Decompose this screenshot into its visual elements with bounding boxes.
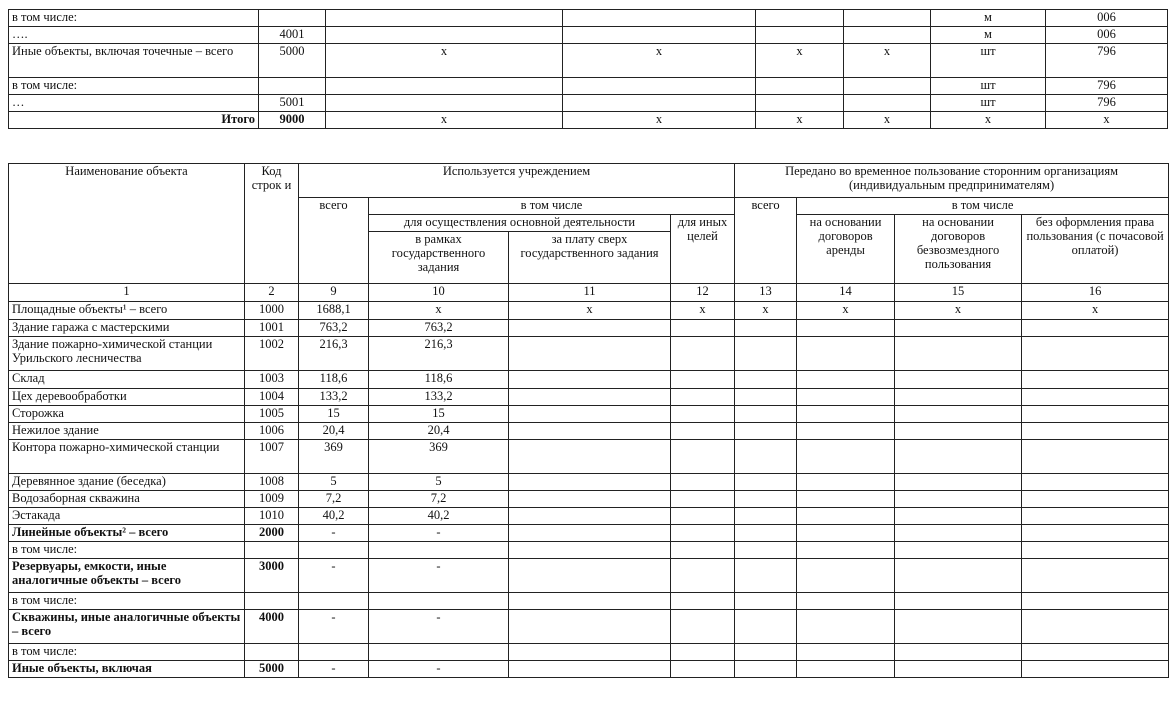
cell (844, 95, 931, 112)
value-11 (509, 337, 671, 371)
col-number: 13 (735, 284, 797, 302)
object-name: Иные объекты, включая (9, 661, 245, 678)
value-16 (1022, 337, 1169, 371)
value-13 (735, 423, 797, 440)
cell: х (563, 44, 756, 78)
value-10: 5 (369, 474, 509, 491)
col-number: 16 (1022, 284, 1169, 302)
table-row (9, 440, 1169, 474)
value-10 (369, 644, 509, 661)
value-9 (299, 593, 369, 610)
okei-code: х (1046, 112, 1168, 129)
value-13 (735, 320, 797, 337)
value-12 (671, 423, 735, 440)
header-paid: за плату сверх государственного задания (509, 232, 671, 284)
cell: х (756, 112, 844, 129)
unit: х (931, 112, 1046, 129)
value-16 (1022, 491, 1169, 508)
value-9 (299, 542, 369, 559)
value-15 (895, 542, 1022, 559)
value-12 (671, 389, 735, 406)
value-12 (671, 491, 735, 508)
value-16 (1022, 320, 1169, 337)
value-10: - (369, 661, 509, 678)
value-14 (797, 661, 895, 678)
value-9: 1688,1 (299, 302, 369, 320)
value-16 (1022, 406, 1169, 423)
value-14 (797, 508, 895, 525)
object-name: Эстакада (9, 508, 245, 525)
value-10: - (369, 610, 509, 644)
object-name: Здание пожарно-химической станции Урильского лесничества (9, 337, 245, 371)
value-11: х (509, 302, 671, 320)
value-13 (735, 508, 797, 525)
object-name: Площадные объекты¹ – всего (9, 302, 245, 320)
value-11 (509, 491, 671, 508)
col-number: 9 (299, 284, 369, 302)
value-11 (509, 525, 671, 542)
row-code (259, 78, 326, 95)
unit: шт (931, 44, 1046, 78)
value-15 (895, 525, 1022, 542)
value-9: 40,2 (299, 508, 369, 525)
value-15 (895, 371, 1022, 389)
header-used: Используется учреждением (299, 164, 735, 198)
value-15 (895, 508, 1022, 525)
header-total-used: всего (299, 198, 369, 284)
row-code: 9000 (259, 112, 326, 129)
value-10: 20,4 (369, 423, 509, 440)
value-15 (895, 610, 1022, 644)
value-11 (509, 542, 671, 559)
value-16 (1022, 389, 1169, 406)
header-free-use: на основании договоров безвозмездного пользования (895, 215, 1022, 284)
object-name: …. (9, 27, 259, 44)
row-code: 4000 (245, 610, 299, 644)
col-number: 11 (509, 284, 671, 302)
okei-code: 796 (1046, 78, 1168, 95)
value-10: 763,2 (369, 320, 509, 337)
value-14 (797, 542, 895, 559)
value-16 (1022, 542, 1169, 559)
value-14 (797, 440, 895, 474)
header-incl-used: в том числе (369, 198, 735, 215)
value-10: 133,2 (369, 389, 509, 406)
value-16 (1022, 593, 1169, 610)
value-9: 15 (299, 406, 369, 423)
object-name: Контора пожарно-химической станции (9, 440, 245, 474)
table-row (9, 593, 1169, 610)
value-14 (797, 389, 895, 406)
header-lease: на основании договоров аренды (797, 215, 895, 284)
value-16 (1022, 423, 1169, 440)
value-11 (509, 440, 671, 474)
value-9: 133,2 (299, 389, 369, 406)
value-13 (735, 593, 797, 610)
table-row (9, 644, 1169, 661)
value-11 (509, 610, 671, 644)
col-number: 1 (9, 284, 245, 302)
cell: х (844, 44, 931, 78)
value-14: х (797, 302, 895, 320)
row-code: 1007 (245, 440, 299, 474)
value-16 (1022, 610, 1169, 644)
row-code: 5000 (259, 44, 326, 78)
cell: х (326, 112, 563, 129)
table-row (9, 474, 1169, 491)
unit: шт (931, 78, 1046, 95)
table-row (9, 542, 1169, 559)
header-transferred: Передано во временное пользование сторонним организациям (индивидуальным предпринимателям) (735, 164, 1169, 198)
value-12 (671, 593, 735, 610)
value-11 (509, 593, 671, 610)
value-13 (735, 440, 797, 474)
top-table (8, 9, 1168, 129)
value-13 (735, 389, 797, 406)
value-12 (671, 474, 735, 491)
table-row (9, 406, 1169, 423)
value-16 (1022, 644, 1169, 661)
object-name: в том числе: (9, 10, 259, 27)
value-14 (797, 337, 895, 371)
table-row (9, 389, 1169, 406)
value-12 (671, 644, 735, 661)
object-name: Деревянное здание (беседка) (9, 474, 245, 491)
header-main-activity: для осуществления основной деятельности (369, 215, 671, 232)
value-11 (509, 559, 671, 593)
value-9 (299, 644, 369, 661)
value-16 (1022, 474, 1169, 491)
value-10 (369, 593, 509, 610)
row-code (245, 593, 299, 610)
row-code: 1008 (245, 474, 299, 491)
value-14 (797, 406, 895, 423)
value-15 (895, 593, 1022, 610)
object-name: в том числе: (9, 644, 245, 661)
col-number: 10 (369, 284, 509, 302)
value-12 (671, 406, 735, 423)
cell (756, 95, 844, 112)
value-13: х (735, 302, 797, 320)
table-row (9, 661, 1169, 678)
value-9: 369 (299, 440, 369, 474)
value-11 (509, 661, 671, 678)
okei-code: 796 (1046, 95, 1168, 112)
value-9: 7,2 (299, 491, 369, 508)
row-code: 1002 (245, 337, 299, 371)
cell (563, 78, 756, 95)
value-11 (509, 644, 671, 661)
table-row (9, 78, 1168, 95)
row-code: 4001 (259, 27, 326, 44)
value-10: 40,2 (369, 508, 509, 525)
value-9: - (299, 661, 369, 678)
value-15 (895, 644, 1022, 661)
value-16 (1022, 661, 1169, 678)
value-16 (1022, 559, 1169, 593)
value-12 (671, 542, 735, 559)
okei-code: 796 (1046, 44, 1168, 78)
value-14 (797, 593, 895, 610)
header-code: Код строк и (245, 164, 299, 284)
value-16 (1022, 525, 1169, 542)
value-10 (369, 542, 509, 559)
col-number: 15 (895, 284, 1022, 302)
cell (326, 95, 563, 112)
unit: шт (931, 95, 1046, 112)
value-13 (735, 491, 797, 508)
value-10: х (369, 302, 509, 320)
table-row (9, 10, 1168, 27)
cell (326, 10, 563, 27)
main-table (8, 163, 1169, 678)
table-row (9, 337, 1169, 371)
table-row (9, 610, 1169, 644)
value-12 (671, 337, 735, 371)
value-9: 118,6 (299, 371, 369, 389)
value-10: 369 (369, 440, 509, 474)
value-11 (509, 474, 671, 491)
value-12 (671, 508, 735, 525)
row-code: 1005 (245, 406, 299, 423)
value-14 (797, 474, 895, 491)
object-name: Здание гаража с мастерскими (9, 320, 245, 337)
cell (326, 27, 563, 44)
table-row (9, 44, 1168, 78)
cell (563, 95, 756, 112)
value-15 (895, 474, 1022, 491)
row-code: 1000 (245, 302, 299, 320)
column-numbers-row (9, 284, 1169, 302)
value-10: 15 (369, 406, 509, 423)
object-name: Резервуары, емкости, иные аналогичные объекты – всего (9, 559, 245, 593)
value-13 (735, 542, 797, 559)
value-16 (1022, 371, 1169, 389)
row-code: 1010 (245, 508, 299, 525)
cell: х (563, 112, 756, 129)
row-code: 1001 (245, 320, 299, 337)
value-12: х (671, 302, 735, 320)
cell (563, 27, 756, 44)
row-code: 1006 (245, 423, 299, 440)
value-14 (797, 644, 895, 661)
cell (844, 10, 931, 27)
header-name: Наименование объекта (9, 164, 245, 284)
value-13 (735, 610, 797, 644)
table-row (9, 423, 1169, 440)
object-name: … (9, 95, 259, 112)
row-code (245, 644, 299, 661)
value-15 (895, 320, 1022, 337)
object-name: Нежилое здание (9, 423, 245, 440)
value-10: 216,3 (369, 337, 509, 371)
value-9: - (299, 559, 369, 593)
value-10: 118,6 (369, 371, 509, 389)
value-15 (895, 559, 1022, 593)
value-15 (895, 491, 1022, 508)
okei-code: 006 (1046, 27, 1168, 44)
table-row (9, 525, 1169, 542)
value-11 (509, 423, 671, 440)
value-16: х (1022, 302, 1169, 320)
value-14 (797, 559, 895, 593)
header-other-purposes: для иных целей (671, 215, 735, 284)
value-15 (895, 337, 1022, 371)
value-12 (671, 320, 735, 337)
value-15 (895, 423, 1022, 440)
value-12 (671, 525, 735, 542)
main-table-body (9, 302, 1169, 678)
unit: м (931, 27, 1046, 44)
row-code: 5000 (245, 661, 299, 678)
row-code: 1004 (245, 389, 299, 406)
value-11 (509, 320, 671, 337)
value-16 (1022, 440, 1169, 474)
value-9: 763,2 (299, 320, 369, 337)
table-row (9, 508, 1169, 525)
row-code: 1003 (245, 371, 299, 389)
cell: х (326, 44, 563, 78)
value-15 (895, 440, 1022, 474)
main-table-header (9, 164, 1169, 302)
cell (563, 10, 756, 27)
object-name: в том числе: (9, 542, 245, 559)
value-14 (797, 610, 895, 644)
value-15: х (895, 302, 1022, 320)
row-code: 1009 (245, 491, 299, 508)
value-9: - (299, 610, 369, 644)
object-name: Сторожка (9, 406, 245, 423)
value-11 (509, 508, 671, 525)
table-row (9, 371, 1169, 389)
value-16 (1022, 508, 1169, 525)
value-15 (895, 661, 1022, 678)
object-name: Водозаборная скважина (9, 491, 245, 508)
value-14 (797, 525, 895, 542)
cell: х (756, 44, 844, 78)
value-12 (671, 610, 735, 644)
table-row (9, 112, 1168, 129)
value-14 (797, 320, 895, 337)
table-row (9, 95, 1168, 112)
value-14 (797, 491, 895, 508)
value-10: - (369, 525, 509, 542)
row-code (259, 10, 326, 27)
table-row (9, 491, 1169, 508)
value-12 (671, 661, 735, 678)
header-total-transferred: всего (735, 198, 797, 284)
value-12 (671, 559, 735, 593)
table-row (9, 320, 1169, 337)
row-code: 5001 (259, 95, 326, 112)
value-13 (735, 371, 797, 389)
cell (756, 27, 844, 44)
object-name: Цех деревообработки (9, 389, 245, 406)
row-code (245, 542, 299, 559)
object-name: Линейные объекты² – всего (9, 525, 245, 542)
value-9: - (299, 525, 369, 542)
object-name: Склад (9, 371, 245, 389)
value-13 (735, 525, 797, 542)
value-15 (895, 406, 1022, 423)
cell (326, 78, 563, 95)
okei-code: 006 (1046, 10, 1168, 27)
unit: м (931, 10, 1046, 27)
cell (844, 78, 931, 95)
cell (756, 10, 844, 27)
object-name: в том числе: (9, 593, 245, 610)
value-9: 5 (299, 474, 369, 491)
header-state-task: в рамках государственного задания (369, 232, 509, 284)
value-10: - (369, 559, 509, 593)
object-name: Итого (9, 112, 259, 129)
value-13 (735, 406, 797, 423)
row-code: 3000 (245, 559, 299, 593)
object-name: в том числе: (9, 78, 259, 95)
value-9: 216,3 (299, 337, 369, 371)
cell (844, 27, 931, 44)
top-table-body (9, 10, 1168, 129)
value-11 (509, 389, 671, 406)
table-row (9, 302, 1169, 320)
value-14 (797, 423, 895, 440)
row-code: 2000 (245, 525, 299, 542)
value-13 (735, 474, 797, 491)
object-name: Скважины, иные аналогичные объекты – всего (9, 610, 245, 644)
value-9: 20,4 (299, 423, 369, 440)
cell: х (844, 112, 931, 129)
header-incl-transferred: в том числе (797, 198, 1169, 215)
value-11 (509, 406, 671, 423)
col-number: 12 (671, 284, 735, 302)
value-14 (797, 371, 895, 389)
object-name: Иные объекты, включая точечные – всего (9, 44, 259, 78)
cell (756, 78, 844, 95)
col-number: 2 (245, 284, 299, 302)
value-15 (895, 389, 1022, 406)
col-number: 14 (797, 284, 895, 302)
value-13 (735, 559, 797, 593)
header-no-document: без оформления права пользования (с почасовой оплатой) (1022, 215, 1169, 284)
table-row (9, 27, 1168, 44)
value-13 (735, 644, 797, 661)
value-12 (671, 440, 735, 474)
value-13 (735, 337, 797, 371)
value-10: 7,2 (369, 491, 509, 508)
value-12 (671, 371, 735, 389)
value-13 (735, 661, 797, 678)
value-11 (509, 371, 671, 389)
table-row (9, 559, 1169, 593)
